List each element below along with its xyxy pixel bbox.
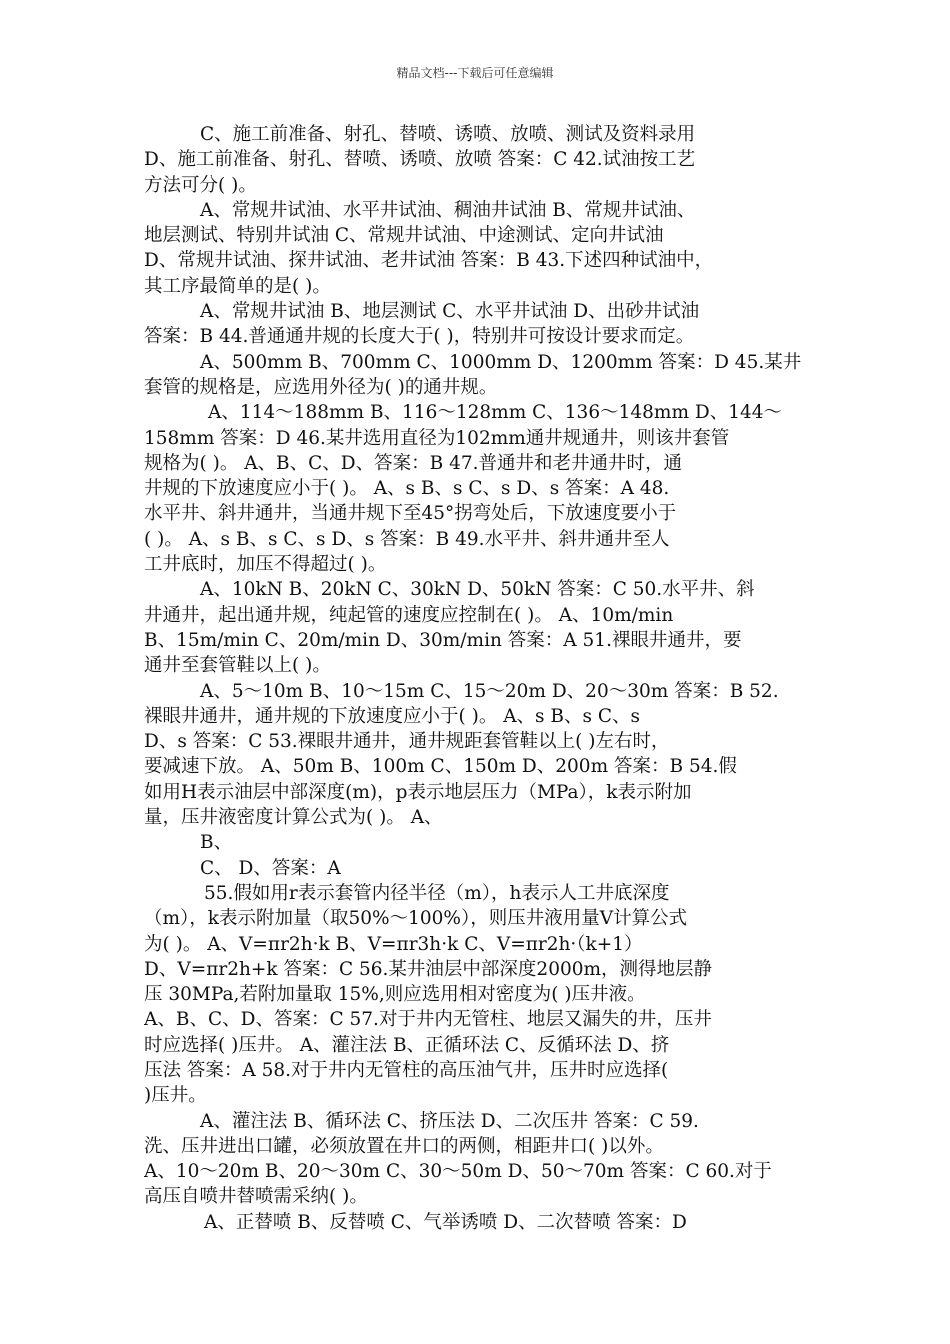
text-line: C、 D、答案：A bbox=[200, 857, 341, 879]
text-line: A、正替喷 B、反替喷 C、气举诱喷 D、二次替喷 答案：D bbox=[204, 1211, 687, 1233]
text-line: A、500mm B、700mm C、1000mm D、1200mm 答案：D 45.某井 bbox=[200, 351, 802, 373]
document-body bbox=[144, 122, 810, 1235]
text-line: 工井底时，加压不得超过( )。 bbox=[144, 554, 387, 576]
text-line: 规格为( )。 A、B、C、D、答案：B 47.普通井和老井通井时，通 bbox=[144, 452, 683, 474]
text-line: A、5～10m B、10～15m C、15～20m D、20～30m 答案：B 52. bbox=[200, 680, 779, 702]
text-line: 高压自喷井替喷需采纳( )。 bbox=[144, 1186, 368, 1208]
text-line: 要减速下放。 A、50m B、100m C、150m D、200m 答案：B 54.假 bbox=[144, 756, 737, 778]
text-line: 压法 答案：A 58.对于井内无管柱的高压油气井，压井时应选择( bbox=[144, 1059, 669, 1081]
text-line: B、 bbox=[200, 832, 233, 854]
text-line: 洗、压井进出口罐，必须放置在井口的两侧，相距井口( )以外。 bbox=[144, 1135, 664, 1157]
text-line: A、114～188mm B、116～128mm C、136～148mm D、144～ bbox=[208, 402, 783, 424]
text-line: ( )。 A、s B、s C、s D、s 答案：B 49.水平井、斜井通井至人 bbox=[144, 528, 670, 550]
text-line: 压 30MPa,若附加量取 15%,则应选用相对密度为( )压井液。 bbox=[144, 984, 646, 1006]
text-line: D、V=πr2h+k 答案：C 56.某井油层中部深度2000m，测得地层静 bbox=[144, 958, 713, 980]
text-line: 其工序最简单的是( )。 bbox=[144, 275, 331, 297]
text-line: 时应选择( )压井。 A、灌注法 B、正循环法 C、反循环法 D、挤 bbox=[144, 1034, 670, 1056]
text-line: 为( )。 A、V=πr2h·k B、V=πr3h·k C、V=πr2h·（k+1） bbox=[144, 933, 643, 955]
text-line: C、施工前准备、射孔、替喷、诱喷、放喷、测试及资料录用 bbox=[200, 124, 696, 145]
text-line: A、灌注法 B、循环法 C、挤压法 D、二次压井 答案：C 59. bbox=[200, 1110, 699, 1132]
text-line: D、施工前准备、射孔、替喷、诱喷、放喷 答案：C 42.试油按工艺 bbox=[144, 149, 696, 171]
text-line: 55.假如用r表示套管内径半径（m），h表示人工井底深度 bbox=[204, 882, 670, 904]
text-line: （m），k表示附加量（取50%～100%），则压井液用量V计算公式 bbox=[144, 908, 688, 930]
text-line: A、常规井试油 B、地层测试 C、水平井试油 D、出砂井试油 bbox=[200, 301, 700, 323]
text-line: A、常规井试油、水平井试油、稠油井试油 B、常规井试油、 bbox=[200, 199, 696, 221]
text-line: 井通井，起出通井规，纯起管的速度应控制在( )。 A、10m/min bbox=[144, 604, 674, 626]
text-line: D、常规井试油、探井试油、老井试油 答案：B 43.下述四种试油中， bbox=[144, 250, 714, 272]
text-line: D、s 答案：C 53.裸眼井通井，通井规距套管鞋以上( )左右时， bbox=[144, 731, 670, 753]
page-header: 精品文档---下载后可任意编辑 bbox=[396, 66, 554, 80]
text-line: A、10kN B、20kN C、30kN D、50kN 答案：C 50.水平井、斜 bbox=[200, 579, 755, 601]
text-line: A、10～20m B、20～30m C、30～50m D、50～70m 答案：C 60.对于 bbox=[144, 1161, 772, 1183]
text-line: 方法可分( )。 bbox=[144, 174, 257, 196]
text-line: 答案：B 44.普通通井规的长度大于( )，特别井可按设计要求而定。 bbox=[144, 326, 695, 348]
text-line: 量，压井液密度计算公式为( )。 A、 bbox=[144, 807, 443, 829]
text-line: 地层测试、特别井试油 C、常规井试油、中途测试、定向井试油 bbox=[144, 225, 664, 247]
text-line: 通井至套管鞋以上( )。 bbox=[144, 655, 331, 677]
text-line: 水平井、斜井通井，当通井规下至45°拐弯处后，下放速度要小于 bbox=[144, 503, 677, 525]
text-line: )压井。 bbox=[144, 1085, 207, 1107]
text-line: 裸眼井通井，通井规的下放速度应小于( )。 A、s B、s C、s bbox=[144, 705, 641, 727]
text-line: A、B、C、D、答案：C 57.对于井内无管柱、地层又漏失的井，压井 bbox=[144, 1009, 712, 1031]
text-line: 井规的下放速度应小于( )。 A、s B、s C、s D、s 答案：A 48. bbox=[144, 478, 670, 500]
text-line: 158mm 答案：D 46.某井选用直径为102mm通井规通井，则该井套管 bbox=[144, 427, 730, 449]
text-line: B、15m/min C、20m/min D、30m/min 答案：A 51.裸眼井通井，要 bbox=[144, 629, 742, 651]
text-line: 套管的规格是，应选用外径为( )的通井规。 bbox=[144, 376, 498, 398]
text-line: 如用H表示油层中部深度(m)，p表示地层压力（MPa），k表示附加 bbox=[144, 781, 692, 803]
